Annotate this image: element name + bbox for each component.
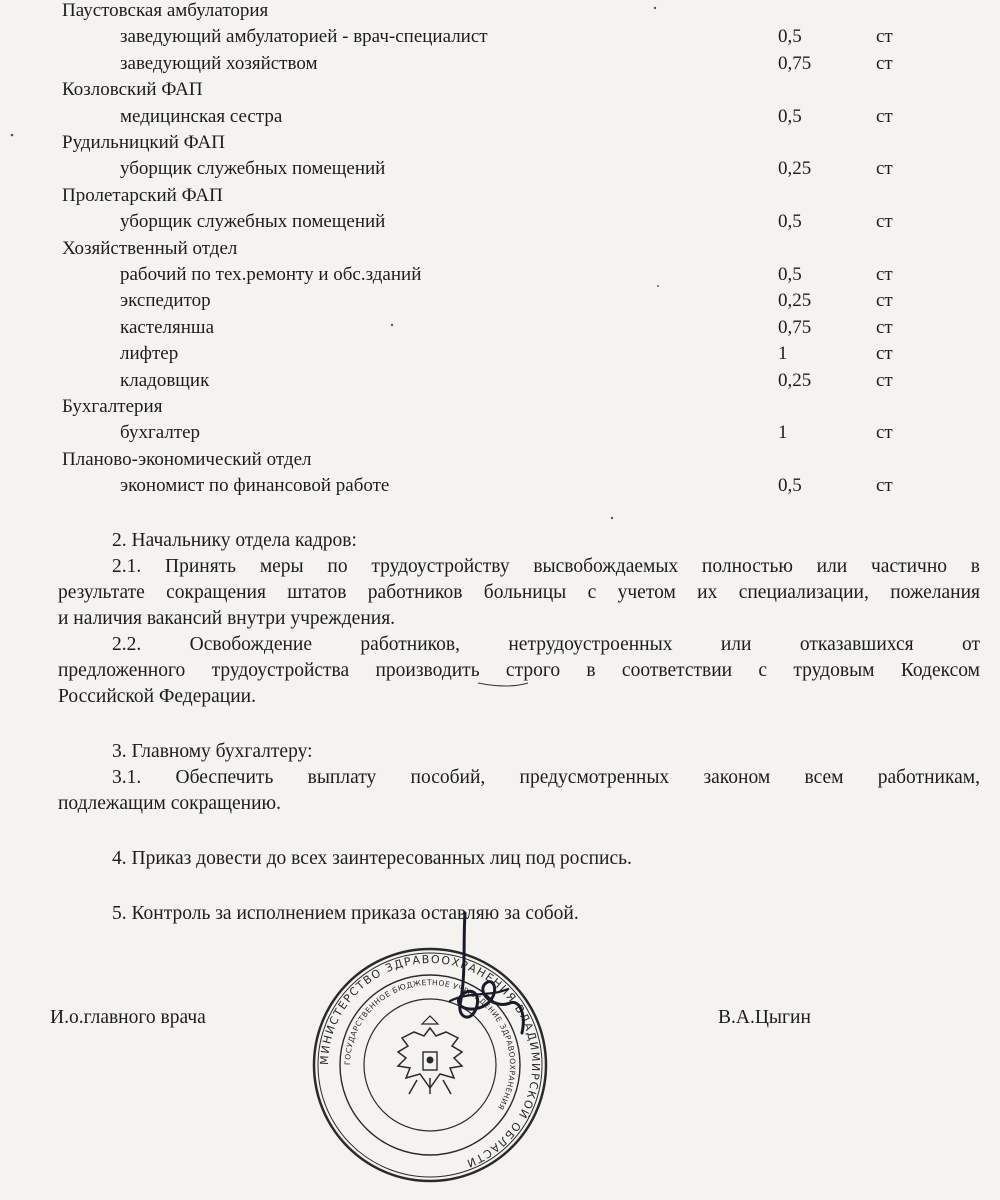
position-unit: ст — [876, 52, 893, 74]
position-unit: ст — [876, 211, 893, 233]
position-unit: ст — [876, 290, 893, 312]
order-item-3-1-line2: подлежащим сокращению. — [58, 793, 281, 814]
order-item-2-2-line3: Российской Федерации. — [58, 686, 256, 707]
position-unit: ст — [876, 26, 893, 48]
order-item-4: 4. Приказ довести до всех заинтересованных лиц под роспись. — [112, 848, 632, 869]
position-title: заведующий хозяйством — [120, 52, 318, 74]
position-rate: 0,5 — [778, 264, 802, 285]
department-heading: Паустовская амбулатория — [62, 0, 269, 21]
department-heading: Хозяйственный отдел — [62, 237, 238, 259]
position-rate: 1 — [778, 422, 788, 444]
stamp-outer-text: МИНИСТЕРСТВО ЗДРАВООХРАНЕНИЯ ВЛАДИМИРСКОЙ ОБЛАСТИ — [317, 952, 543, 1171]
signatory-name: В.А.Цыгин — [718, 1007, 811, 1028]
position-rate: 0,75 — [778, 316, 812, 338]
position-title: рабочий по тех.ремонту и обс.зданий — [120, 264, 422, 285]
position-title: заведующий амбулаторией - врач-специалист — [120, 26, 488, 48]
order-item-2-1-line2: результате сокращения штатов работников больницы с учетом их специализации, пожелания — [58, 582, 980, 603]
stamp-inner-text: ГОСУДАРСТВЕННОЕ БЮДЖЕТНОЕ УЧРЕЖДЕНИЕ ЗДРАВООХРАНЕНИЯ — [342, 977, 518, 1112]
order-item-3-1-line1: 3.1. Обеспечить выплату пособий, предусмотренных законом всем работникам, — [112, 767, 980, 788]
order-item-2-1-line3: и наличия вакансий внутри учреждения. — [58, 608, 396, 629]
department-heading: Планово-экономический отдел — [62, 448, 312, 470]
position-unit: ст — [876, 422, 893, 444]
order-item-2-2-line1: 2.2. Освобождение работников, нетрудоустроенных или отказавшихся от — [112, 634, 980, 655]
position-rate: 0,5 — [778, 105, 802, 127]
order-item-2-heading: 2. Начальнику отдела кадров: — [112, 530, 357, 551]
position-rate: 0,5 — [778, 475, 802, 497]
department-heading: Пролетарский ФАП — [62, 184, 223, 206]
handwritten-signature — [430, 905, 540, 1045]
position-unit: ст — [876, 105, 893, 127]
position-title: уборщик служебных помещений — [120, 211, 386, 233]
position-rate: 0,25 — [778, 158, 812, 180]
position-title: экспедитор — [120, 290, 211, 312]
position-unit: ст — [876, 369, 893, 391]
position-unit: ст — [876, 158, 893, 180]
position-title: экономист по финансовой работе — [120, 475, 390, 497]
position-title: лифтер — [120, 343, 179, 365]
signatory-role: И.о.главного врача — [50, 1007, 206, 1028]
position-unit: ст — [876, 475, 893, 497]
position-rate: 0,75 — [778, 52, 812, 74]
position-unit: ст — [876, 316, 893, 338]
order-item-2-1-line1: 2.1. Принять меры по трудоустройству высвобождаемых полностью или частично в — [112, 556, 980, 577]
position-title: кладовщик — [120, 369, 210, 391]
position-unit: ст — [876, 264, 893, 285]
position-rate: 0,5 — [778, 26, 802, 48]
order-item-2-2-line2: предложенного трудоустройства производить строго в соответствии с трудовым Кодексом — [58, 660, 980, 681]
department-heading: Козловский ФАП — [62, 79, 203, 101]
position-title: медицинская сестра — [120, 105, 283, 127]
department-heading: Рудильницкий ФАП — [62, 132, 225, 153]
position-title: кастелянша — [120, 316, 214, 338]
position-title: бухгалтер — [120, 422, 201, 444]
position-rate: 0,25 — [778, 369, 812, 391]
position-rate: 0,5 — [778, 211, 802, 233]
position-title: уборщик служебных помещений — [120, 158, 386, 180]
department-heading: Бухгалтерия — [62, 396, 163, 417]
position-rate: 0,25 — [778, 290, 812, 312]
position-unit: ст — [876, 343, 893, 365]
position-rate: 1 — [778, 343, 788, 365]
order-item-3-heading: 3. Главному бухгалтеру: — [112, 741, 313, 762]
order-item-5: 5. Контроль за исполнением приказа оставляю за собой. — [112, 903, 579, 924]
